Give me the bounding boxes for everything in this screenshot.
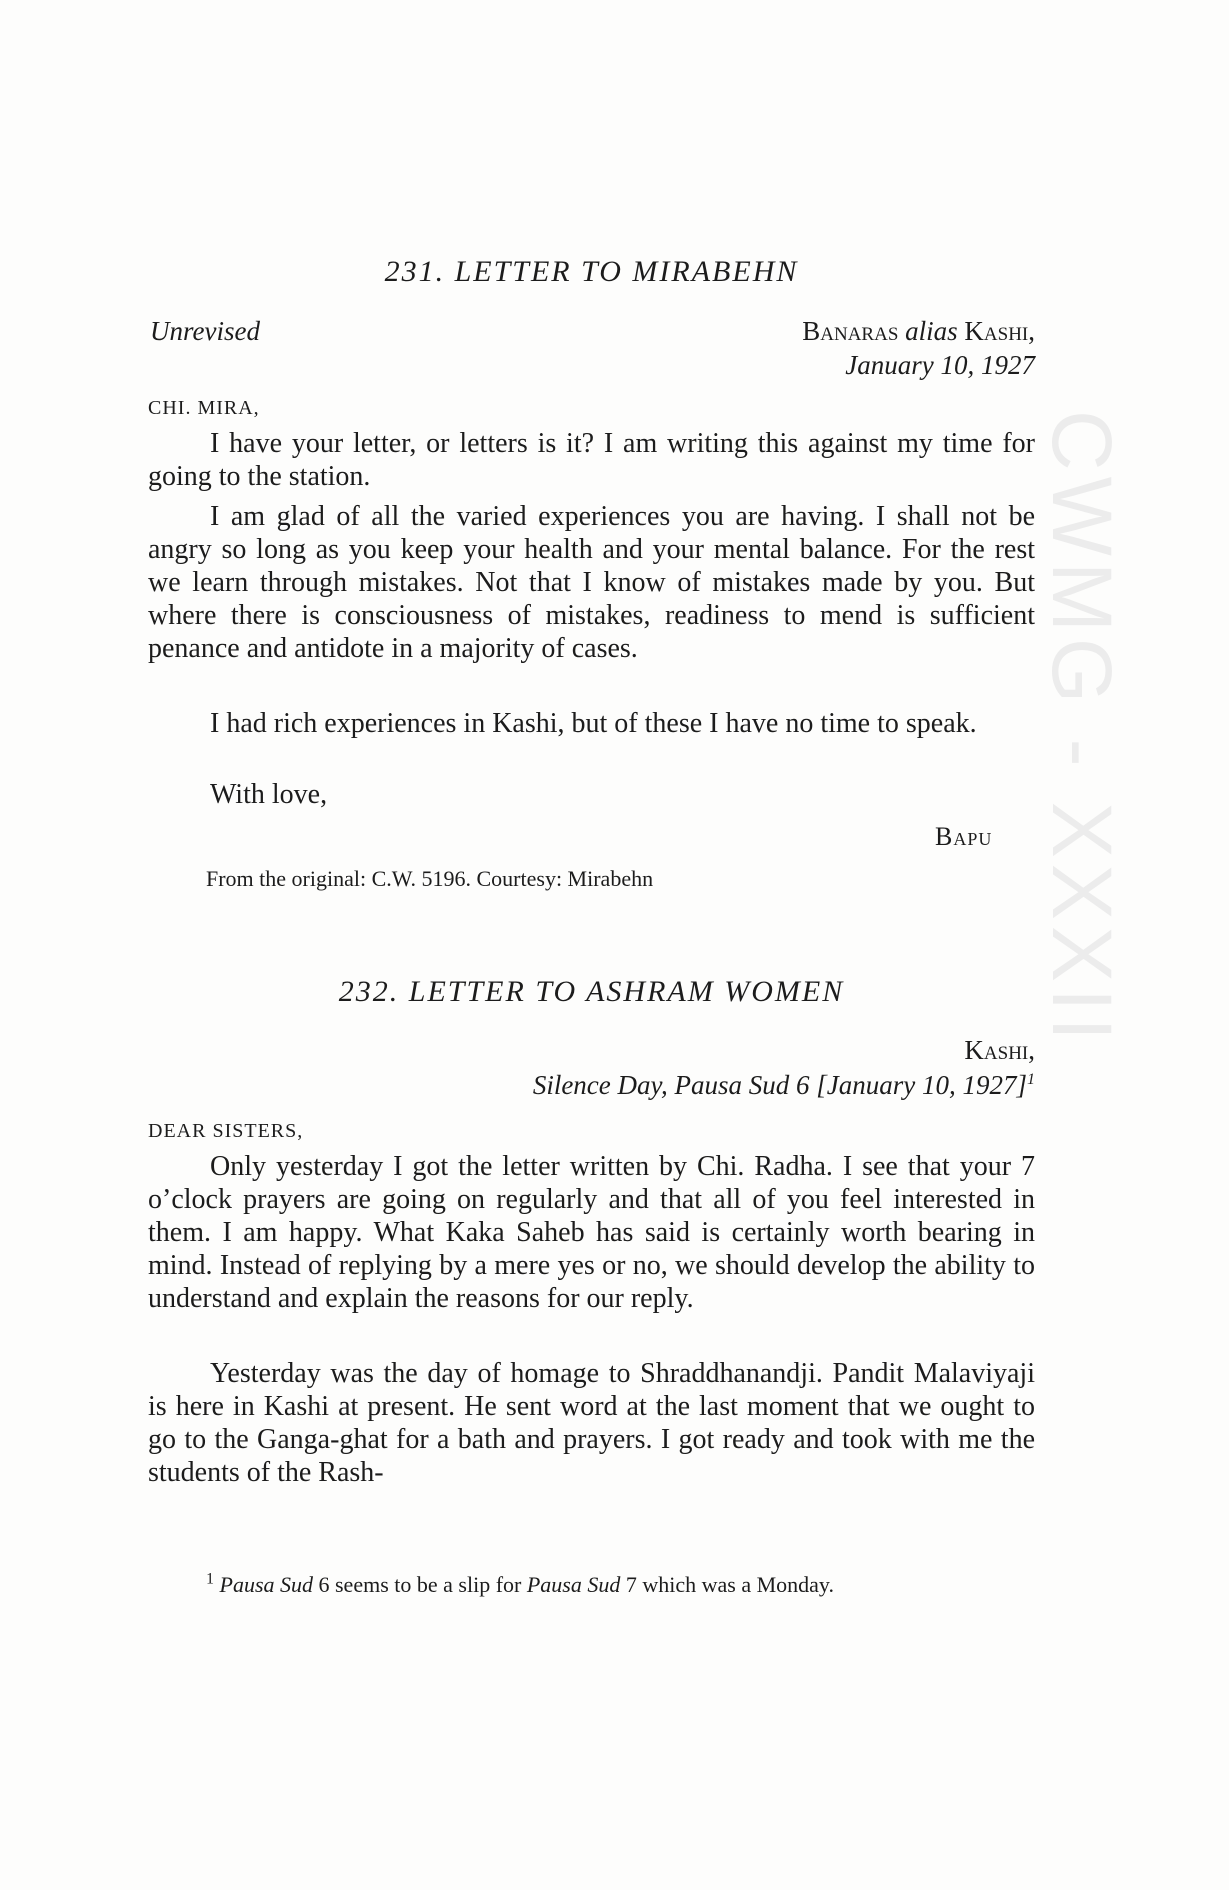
footnote-number: 6 <box>318 1572 330 1597</box>
footnote-marker: 1 <box>206 1570 214 1588</box>
letter-232-place: Kashi, <box>964 1035 1035 1065</box>
letter-232-salutation: DEAR SISTERS, <box>148 1120 304 1142</box>
letter-231-place <box>802 316 1035 347</box>
letter-231-source: From the original: C.W. 5196. Courtesy: Mirabehn <box>206 866 654 891</box>
footnote-reference: 1 <box>1027 1071 1035 1088</box>
letter-231-date: January 10, 1927 <box>845 350 1035 380</box>
letter-232-paragraph: Yesterday was the day of homage to Shraddhanandji. Pandit Malaviyaji is here in Kashi at present. He sent word at the last moment that we ought to go to the Ganga-ghat for a bath and prayers. I got ready and took with me the students of the Rash- <box>148 1358 1035 1488</box>
letter-231-signature: Bapu <box>935 822 993 851</box>
letter-232-date <box>533 1070 1035 1101</box>
letter-231-salutation: CHI. MIRA, <box>148 397 260 419</box>
place-kashi: Kashi, <box>964 316 1035 346</box>
letter-232-date-text: Silence Day, Pausa Sud 6 [January 10, 1927] <box>532 1070 1027 1100</box>
letter-231-closing: With love, <box>210 779 328 810</box>
place-alias: alias <box>905 316 958 346</box>
watermark: CWMG - XXXII <box>1035 410 1129 1047</box>
footnote <box>206 1572 834 1598</box>
letter-231-paragraph: I am glad of all the varied experiences you are having. I shall not be angry so long as you keep your health and your mental balance. For the rest we learn through mistakes. Not that I know of mistakes made by you. But where there is consciousness of mistakes, readiness to mend is sufficient penance and antidote in a majority of cases. <box>148 501 1035 664</box>
letter-232-heading: 232. LETTER TO ASHRAM WOMEN <box>338 975 845 1008</box>
footnote-term: Pausa Sud <box>219 1572 313 1597</box>
footnote-text: seems to be a slip for <box>335 1572 522 1597</box>
place-banaras: Banaras <box>802 316 899 346</box>
letter-231-paragraph: I have your letter, or letters is it? I am writing this against my time for going to the station. <box>148 428 1035 492</box>
footnote-term: Pausa Sud <box>526 1572 621 1597</box>
letter-231-paragraph: I had rich experiences in Kashi, but of these I have no time to speak. <box>210 708 977 739</box>
document-content <box>148 0 1035 1890</box>
letter-231-heading: 231. LETTER TO MIRABEHN <box>384 255 799 288</box>
status-label: Unrevised <box>150 316 260 346</box>
footnote-text: 7 which was a Monday. <box>625 1572 834 1597</box>
letter-232-paragraph: Only yesterday I got the letter written by Chi. Radha. I see that your 7 o’clock prayers are going on regularly and that all of you feel interested in them. I am happy. What Kaka Saheb has said is certainly worth bearing in mind. Instead of replying by a mere yes or no, we should develop the ability to understand and explain the reasons for our reply. <box>148 1151 1035 1314</box>
